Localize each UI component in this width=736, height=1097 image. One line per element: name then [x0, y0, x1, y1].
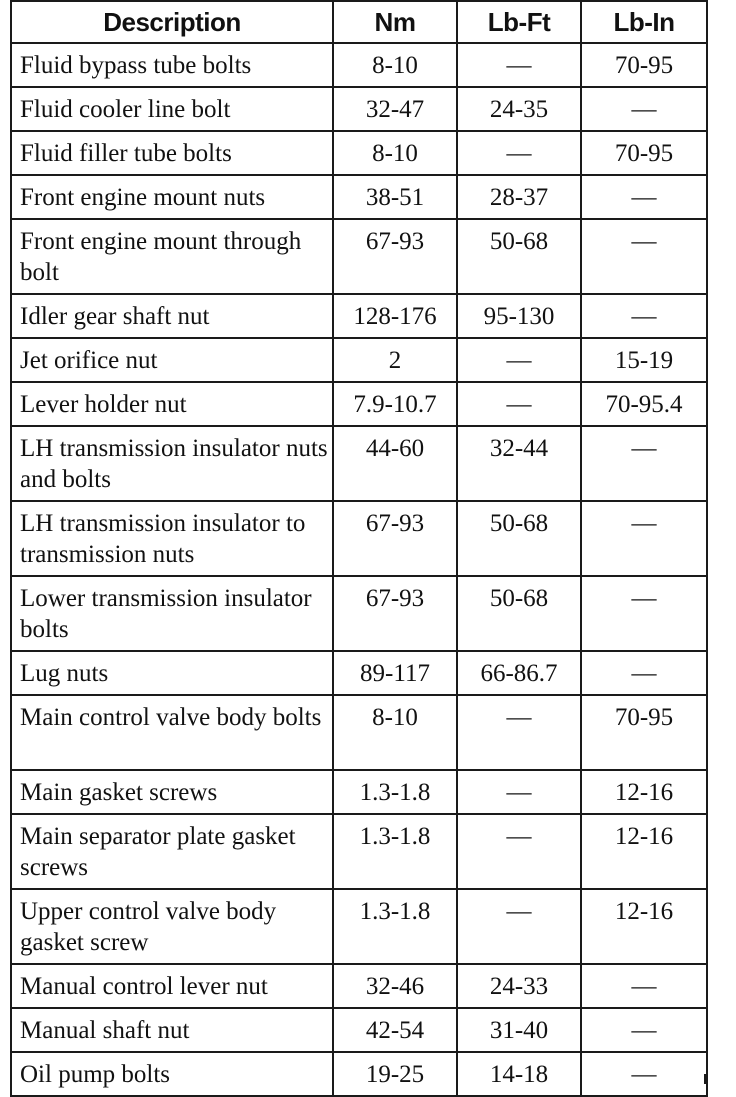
cell-nm: 42-54: [333, 1008, 457, 1052]
cell-lb-in: 70-95: [581, 131, 707, 175]
table-row: [11, 576, 707, 651]
cell-lb-ft: 24-35: [457, 87, 581, 131]
cell-description: Front engine mount nuts: [11, 175, 333, 219]
cell-nm: 32-47: [333, 87, 457, 131]
cell-lb-ft: 32-44: [457, 426, 581, 501]
cell-lb-in: —: [581, 964, 707, 1008]
cell-lb-in: —: [581, 87, 707, 131]
cell-lb-in: 12-16: [581, 814, 707, 889]
table-row: [11, 338, 707, 382]
cell-lb-in: —: [581, 1008, 707, 1052]
table-row: [11, 770, 707, 814]
cell-description: Manual control lever nut: [11, 964, 333, 1008]
cell-lb-ft: 50-68: [457, 219, 581, 294]
cell-lb-in: —: [581, 219, 707, 294]
cell-lb-in: —: [581, 175, 707, 219]
cell-lb-ft: 28-37: [457, 175, 581, 219]
cell-lb-ft: —: [457, 889, 581, 964]
cell-description: Main control valve body bolts: [11, 695, 333, 770]
table-row: [11, 695, 707, 770]
cell-lb-in: —: [581, 1052, 707, 1096]
table-row: [11, 219, 707, 294]
cell-nm: 19-25: [333, 1052, 457, 1096]
header-nm: Nm: [333, 1, 457, 43]
cell-description: Fluid cooler line bolt: [11, 87, 333, 131]
table-row: [11, 87, 707, 131]
cell-lb-in: —: [581, 501, 707, 576]
table-row: [11, 131, 707, 175]
table-row: [11, 382, 707, 426]
cell-nm: 1.3-1.8: [333, 814, 457, 889]
torque-spec-table: [10, 0, 708, 1097]
cell-lb-ft: —: [457, 382, 581, 426]
cell-nm: 1.3-1.8: [333, 889, 457, 964]
cell-lb-in: 15-19: [581, 338, 707, 382]
cell-description: Idler gear shaft nut: [11, 294, 333, 338]
table-row: [11, 501, 707, 576]
cell-nm: 67-93: [333, 501, 457, 576]
header-description: Description: [11, 1, 333, 43]
header-lb-in: Lb-In: [581, 1, 707, 43]
cell-lb-ft: 14-18: [457, 1052, 581, 1096]
cell-nm: 128-176: [333, 294, 457, 338]
cell-description: LH transmission insulator nuts and bolts: [11, 426, 333, 501]
table-continuation: [10, 1074, 706, 1084]
cell-description: Oil pump bolts: [11, 1052, 333, 1096]
cell-description: Lower transmission insulator bolts: [11, 576, 333, 651]
cell-nm: 8-10: [333, 43, 457, 87]
cell-lb-in: 70-95.4: [581, 382, 707, 426]
cell-description: Lug nuts: [11, 651, 333, 695]
cell-lb-ft: 50-68: [457, 576, 581, 651]
table-row: [11, 43, 707, 87]
cell-nm: 38-51: [333, 175, 457, 219]
cell-nm: 67-93: [333, 219, 457, 294]
cell-lb-in: —: [581, 651, 707, 695]
cell-description: Jet orifice nut: [11, 338, 333, 382]
cell-lb-ft: —: [457, 695, 581, 770]
cell-lb-in: —: [581, 294, 707, 338]
cell-description: Main gasket screws: [11, 770, 333, 814]
cell-description: Manual shaft nut: [11, 1008, 333, 1052]
table-body: [11, 43, 707, 1096]
cell-lb-ft: —: [457, 338, 581, 382]
cell-lb-in: 70-95: [581, 43, 707, 87]
cell-description: Main separator plate gasket screws: [11, 814, 333, 889]
cell-lb-in: 12-16: [581, 889, 707, 964]
cell-nm: 44-60: [333, 426, 457, 501]
cell-lb-ft: 31-40: [457, 1008, 581, 1052]
cell-nm: 67-93: [333, 576, 457, 651]
cell-lb-ft: —: [457, 131, 581, 175]
cell-lb-in: 12-16: [581, 770, 707, 814]
table-row: [11, 175, 707, 219]
torque-spec-table-wrapper: [10, 0, 706, 1097]
cell-description: Fluid bypass tube bolts: [11, 43, 333, 87]
cell-lb-in: 70-95: [581, 695, 707, 770]
cell-lb-in: —: [581, 576, 707, 651]
header-row: [11, 1, 707, 43]
cell-lb-ft: 50-68: [457, 501, 581, 576]
cell-lb-ft: —: [457, 43, 581, 87]
table-row: [11, 651, 707, 695]
table-row: [11, 1008, 707, 1052]
cell-lb-ft: —: [457, 814, 581, 889]
table-row: [11, 294, 707, 338]
cell-nm: 8-10: [333, 131, 457, 175]
cell-nm: 2: [333, 338, 457, 382]
cell-lb-ft: —: [457, 770, 581, 814]
table-row: [11, 426, 707, 501]
cell-lb-ft: 95-130: [457, 294, 581, 338]
table-row: [11, 889, 707, 964]
table-row: [11, 964, 707, 1008]
cell-nm: 32-46: [333, 964, 457, 1008]
table-header: [11, 1, 707, 43]
cell-description: Front engine mount through bolt: [11, 219, 333, 294]
cell-nm: 1.3-1.8: [333, 770, 457, 814]
cell-description: Lever holder nut: [11, 382, 333, 426]
cell-description: Fluid filler tube bolts: [11, 131, 333, 175]
table-row: [11, 814, 707, 889]
header-lb-ft: Lb-Ft: [457, 1, 581, 43]
cell-description: LH transmission insulator to transmission nuts: [11, 501, 333, 576]
cell-nm: 8-10: [333, 695, 457, 770]
cell-nm: 7.9-10.7: [333, 382, 457, 426]
cell-lb-ft: 66-86.7: [457, 651, 581, 695]
cell-lb-in: —: [581, 426, 707, 501]
cell-lb-ft: 24-33: [457, 964, 581, 1008]
cell-nm: 89-117: [333, 651, 457, 695]
cell-description: Upper control valve body gasket screw: [11, 889, 333, 964]
